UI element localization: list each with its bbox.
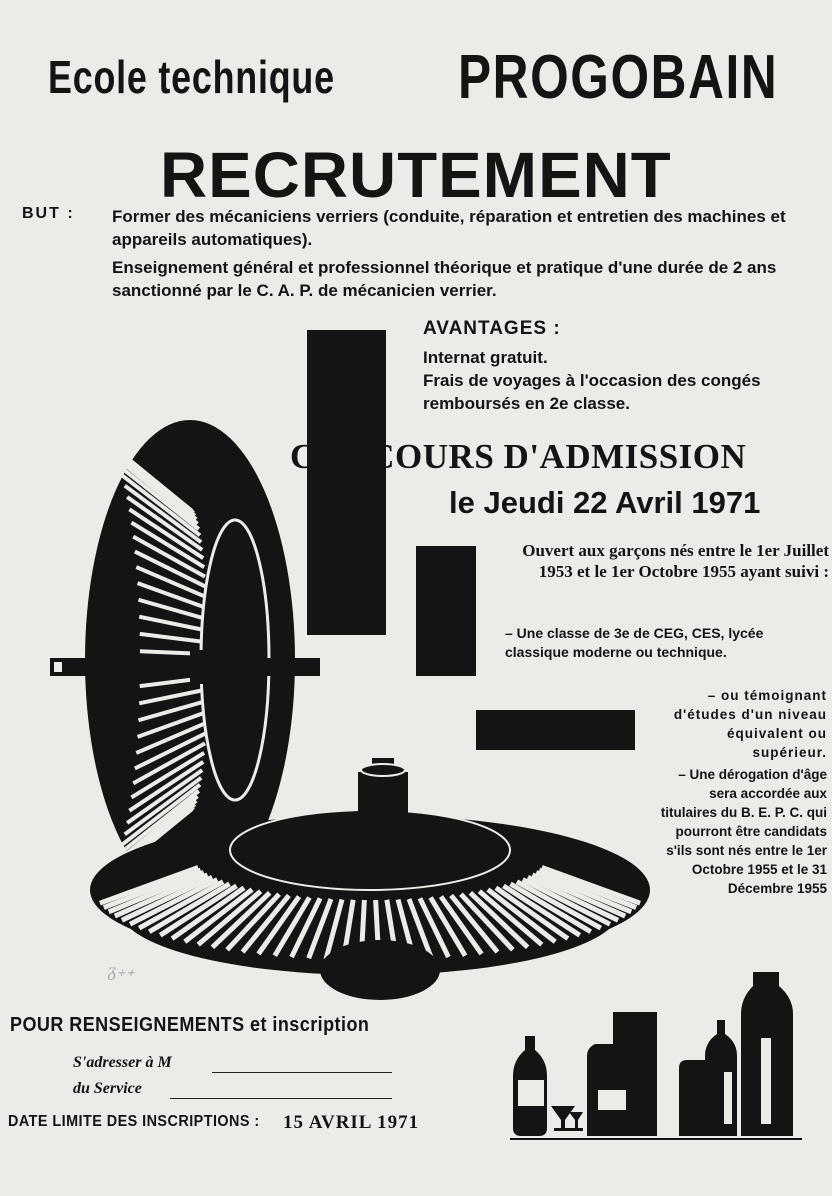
avantages-line-1: Internat gratuit. [423, 348, 548, 367]
condition-3: – Une dérogation d'âge sera accordée aux titulaires du B. E. P. C. qui pourront être candidats s'ils sont nés entre le 1er Octobre 1955 et le 31 Décembre 1955 [660, 767, 827, 896]
address-label: S'adresser à M [73, 1054, 172, 1071]
deadline-date: 15 AVRIL 1971 [283, 1112, 420, 1133]
service-label: du Service [73, 1080, 142, 1097]
concours-date: le Jeudi 22 Avril 1971 [449, 485, 761, 520]
avantages-title: AVANTAGES : [423, 318, 561, 339]
but-text-2: Enseignement général et professionnel théorique et pratique d'une durée de 2 ans sanctionné par le C. A. P. de mécanicien verrier. [112, 258, 777, 300]
school-name: PROGOBAIN [458, 43, 779, 112]
glass-bottles-icon [505, 968, 805, 1143]
pencil-mark: ᵹ₊₊ [108, 960, 136, 980]
condition-1: – Une classe de 3e de CEG, CES, lycée classique moderne ou technique. [505, 625, 764, 660]
avantages-text [423, 346, 832, 415]
school-title [48, 43, 818, 112]
concours-title: CONCOURS D'ADMISSION [290, 437, 747, 476]
avantages-line-2: Frais de voyages à l'occasion des congés remboursés en 2e classe. [423, 371, 761, 413]
headline: RECRUTEMENT [160, 139, 672, 211]
eligibility-text: Ouvert aux garçons nés entre le 1er Juillet 1953 et le 1er Octobre 1955 ayant suivi : [522, 541, 829, 581]
address-blank-line [212, 1072, 392, 1073]
school-prefix: Ecole technique [48, 51, 335, 103]
condition-2: – ou témoignant d'études d'un niveau équivalent ou supérieur. [673, 688, 827, 760]
deadline-label: DATE LIMITE DES INSCRIPTIONS : [8, 1113, 260, 1130]
service-blank-line [170, 1098, 392, 1099]
but-text-1: Former des mécaniciens verriers (conduite, réparation et entretien des machines et appareils automatiques). [112, 207, 786, 249]
but-label: BUT : [22, 205, 75, 222]
bevel-gears-icon [40, 410, 680, 1010]
info-heading: POUR RENSEIGNEMENTS et inscription [10, 1014, 370, 1036]
